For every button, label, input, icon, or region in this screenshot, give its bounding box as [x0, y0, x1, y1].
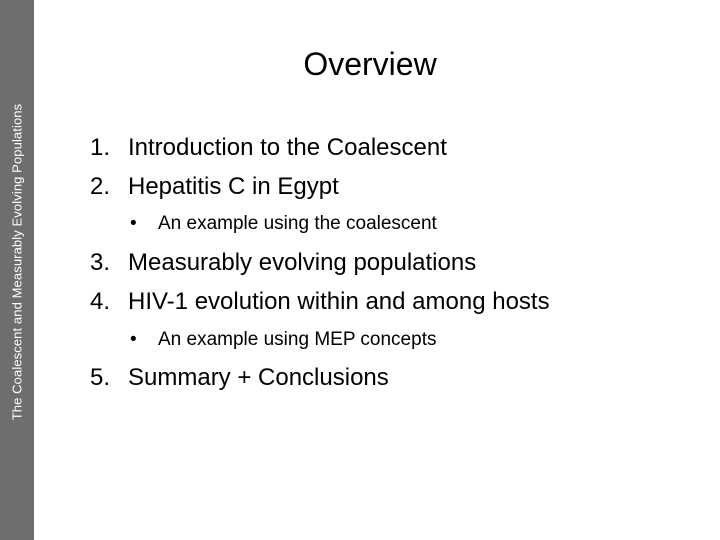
list-item: [90, 248, 476, 278]
sub-list-item: [130, 212, 437, 236]
list-item-number: 4.: [90, 288, 111, 315]
sidebar: [0, 0, 34, 540]
list-item: [90, 363, 389, 393]
list-item-text: Measurably evolving populations: [128, 249, 477, 276]
list-item-text: Summary + Conclusions: [128, 364, 389, 391]
bullet-icon: •: [130, 329, 137, 350]
list-item-text: HIV-1 evolution within and among hosts: [128, 288, 550, 315]
sidebar-label: The Coalescent and Measurably Evolving Populations: [9, 103, 25, 421]
bullet-icon: •: [130, 213, 137, 234]
list-item-number: 5.: [90, 364, 111, 391]
list-item-text: Introduction to the Coalescent: [128, 134, 447, 161]
sub-list-item-text: An example using the coalescent: [158, 213, 437, 234]
list-item: [90, 172, 339, 202]
list-item-number: 2.: [90, 173, 111, 200]
slide-title: Overview: [303, 46, 437, 82]
list-item-text: Hepatitis C in Egypt: [128, 173, 339, 200]
list-item: [90, 133, 447, 163]
list-item: [90, 287, 550, 317]
list-item-number: 1.: [90, 134, 111, 161]
sub-list-item-text: An example using MEP concepts: [158, 329, 437, 350]
sub-list-item: [130, 328, 436, 352]
list-item-number: 3.: [90, 249, 111, 276]
